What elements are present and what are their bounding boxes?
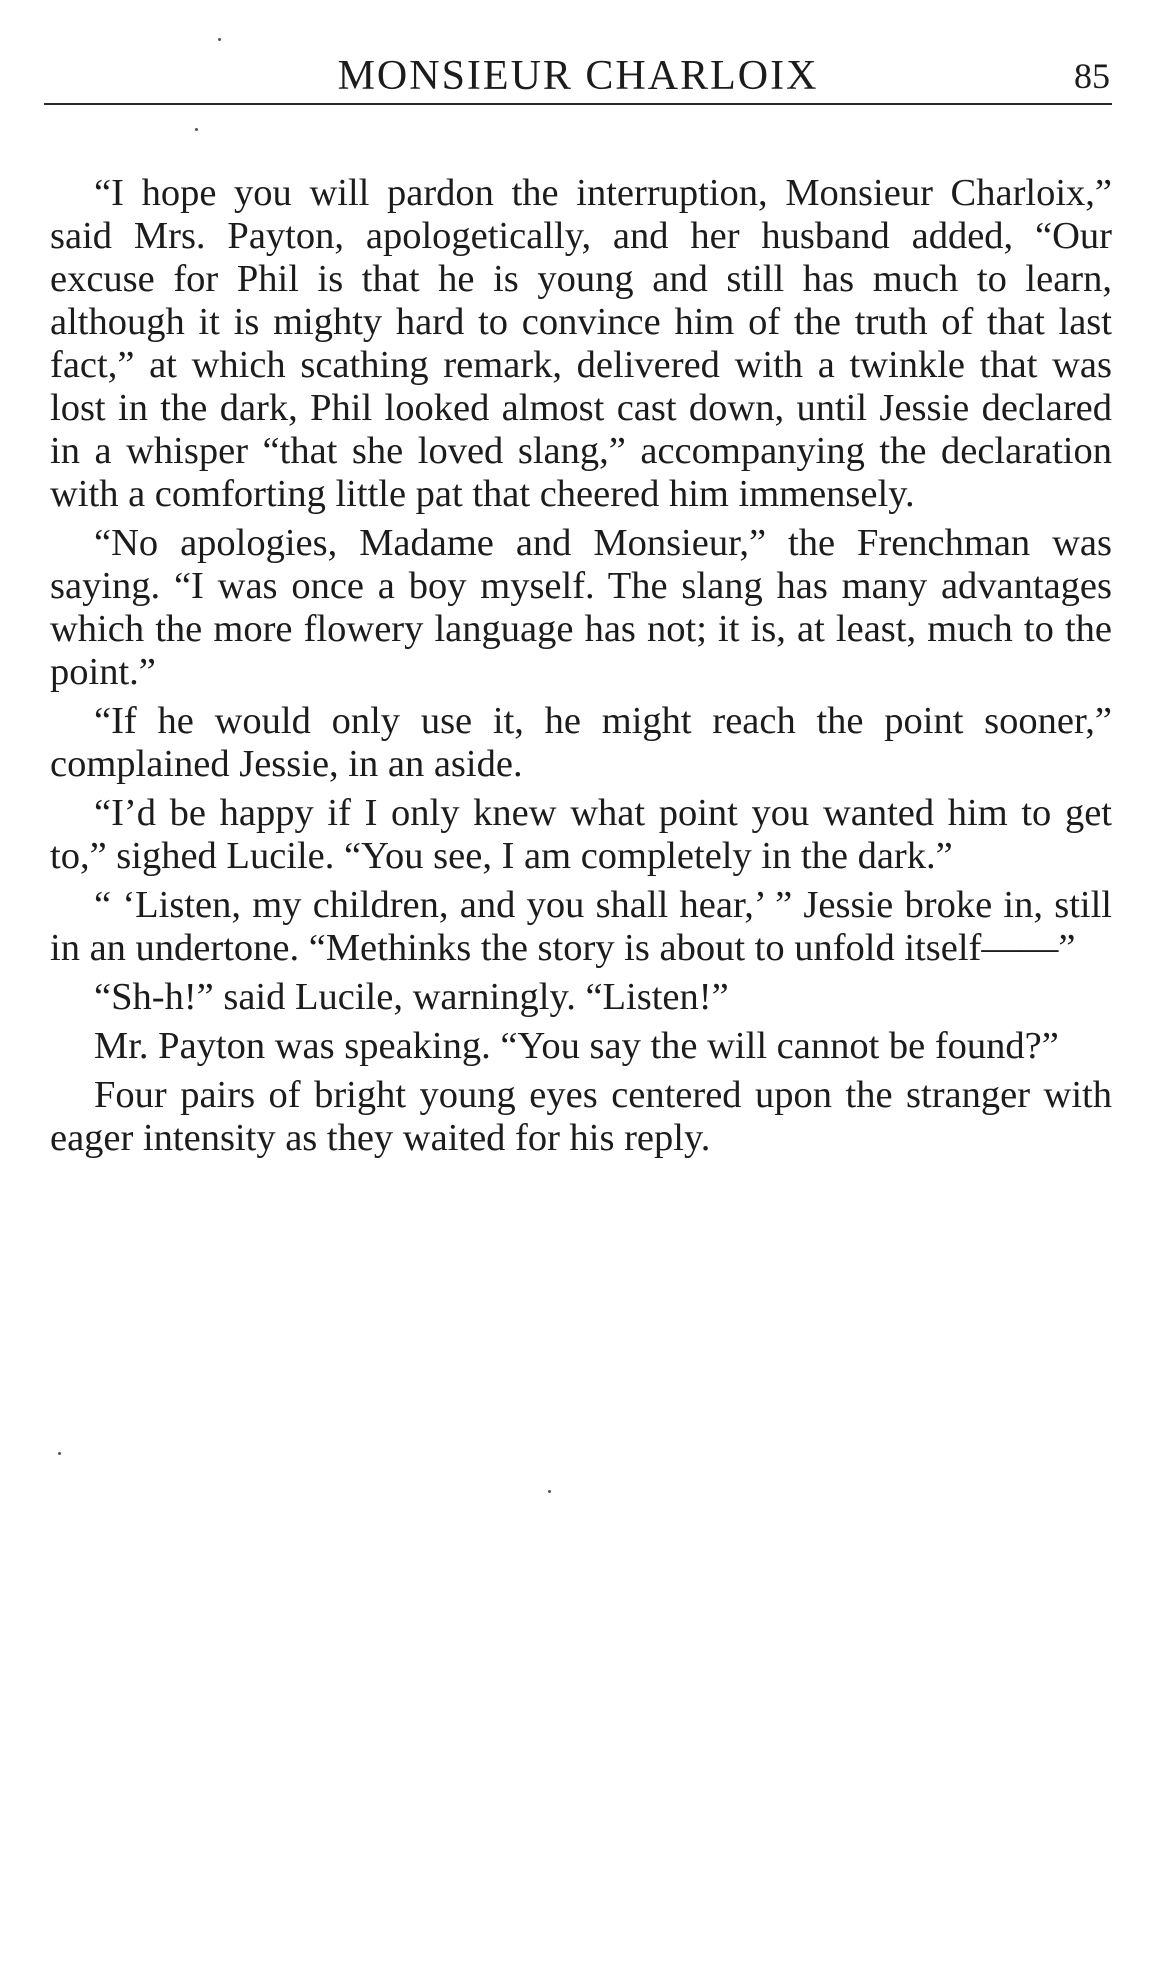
paragraph: Four pairs of bright young eyes centered upon the stranger with eager intensity as they waited for his reply. xyxy=(50,1074,1112,1159)
paragraph: “I hope you will pardon the interruption, Monsieur Charloix,” said Mrs. Payton, apologetically, and her husband added, “Our excuse for Phil is that he is young and still has much to learn, although it is mighty hard to convince him of the truth of that last fact,” at which scathing remark, delivered with a twinkle that was lost in the dark, Phil looked almost cast down, until Jessie declared in a whisper “that she loved slang,” accompanying the declaration with a comforting little pat that cheered him immensely. xyxy=(50,172,1112,515)
scan-speck xyxy=(58,1452,61,1455)
scan-speck xyxy=(218,38,221,41)
paragraph: “ ‘Listen, my children, and you shall hear,’ ” Jessie broke in, still in an undertone. “Methinks the story is about to unfold itself——” xyxy=(50,884,1112,969)
scan-speck xyxy=(548,1490,551,1493)
page-number: 85 xyxy=(1074,56,1110,96)
paragraph: “I’d be happy if I only knew what point you wanted him to get to,” sighed Lucile. “You see, I am completely in the dark.” xyxy=(50,792,1112,877)
running-head xyxy=(44,52,1112,100)
paragraph: “No apologies, Madame and Monsieur,” the Frenchman was saying. “I was once a boy myself. The slang has many advantages which the more flowery language has not; it is, at least, much to the point.” xyxy=(50,522,1112,693)
scan-speck xyxy=(195,128,198,131)
paragraph: “Sh-h!” said Lucile, warningly. “Listen!” xyxy=(94,976,729,1018)
body-text xyxy=(50,172,1112,1166)
running-title: MONSIEUR CHARLOIX xyxy=(337,53,819,99)
header-rule xyxy=(44,103,1112,105)
paragraph: “If he would only use it, he might reach the point sooner,” complained Jessie, in an aside. xyxy=(50,700,1112,785)
paragraph: Mr. Payton was speaking. “You say the will cannot be found?” xyxy=(94,1025,1059,1067)
